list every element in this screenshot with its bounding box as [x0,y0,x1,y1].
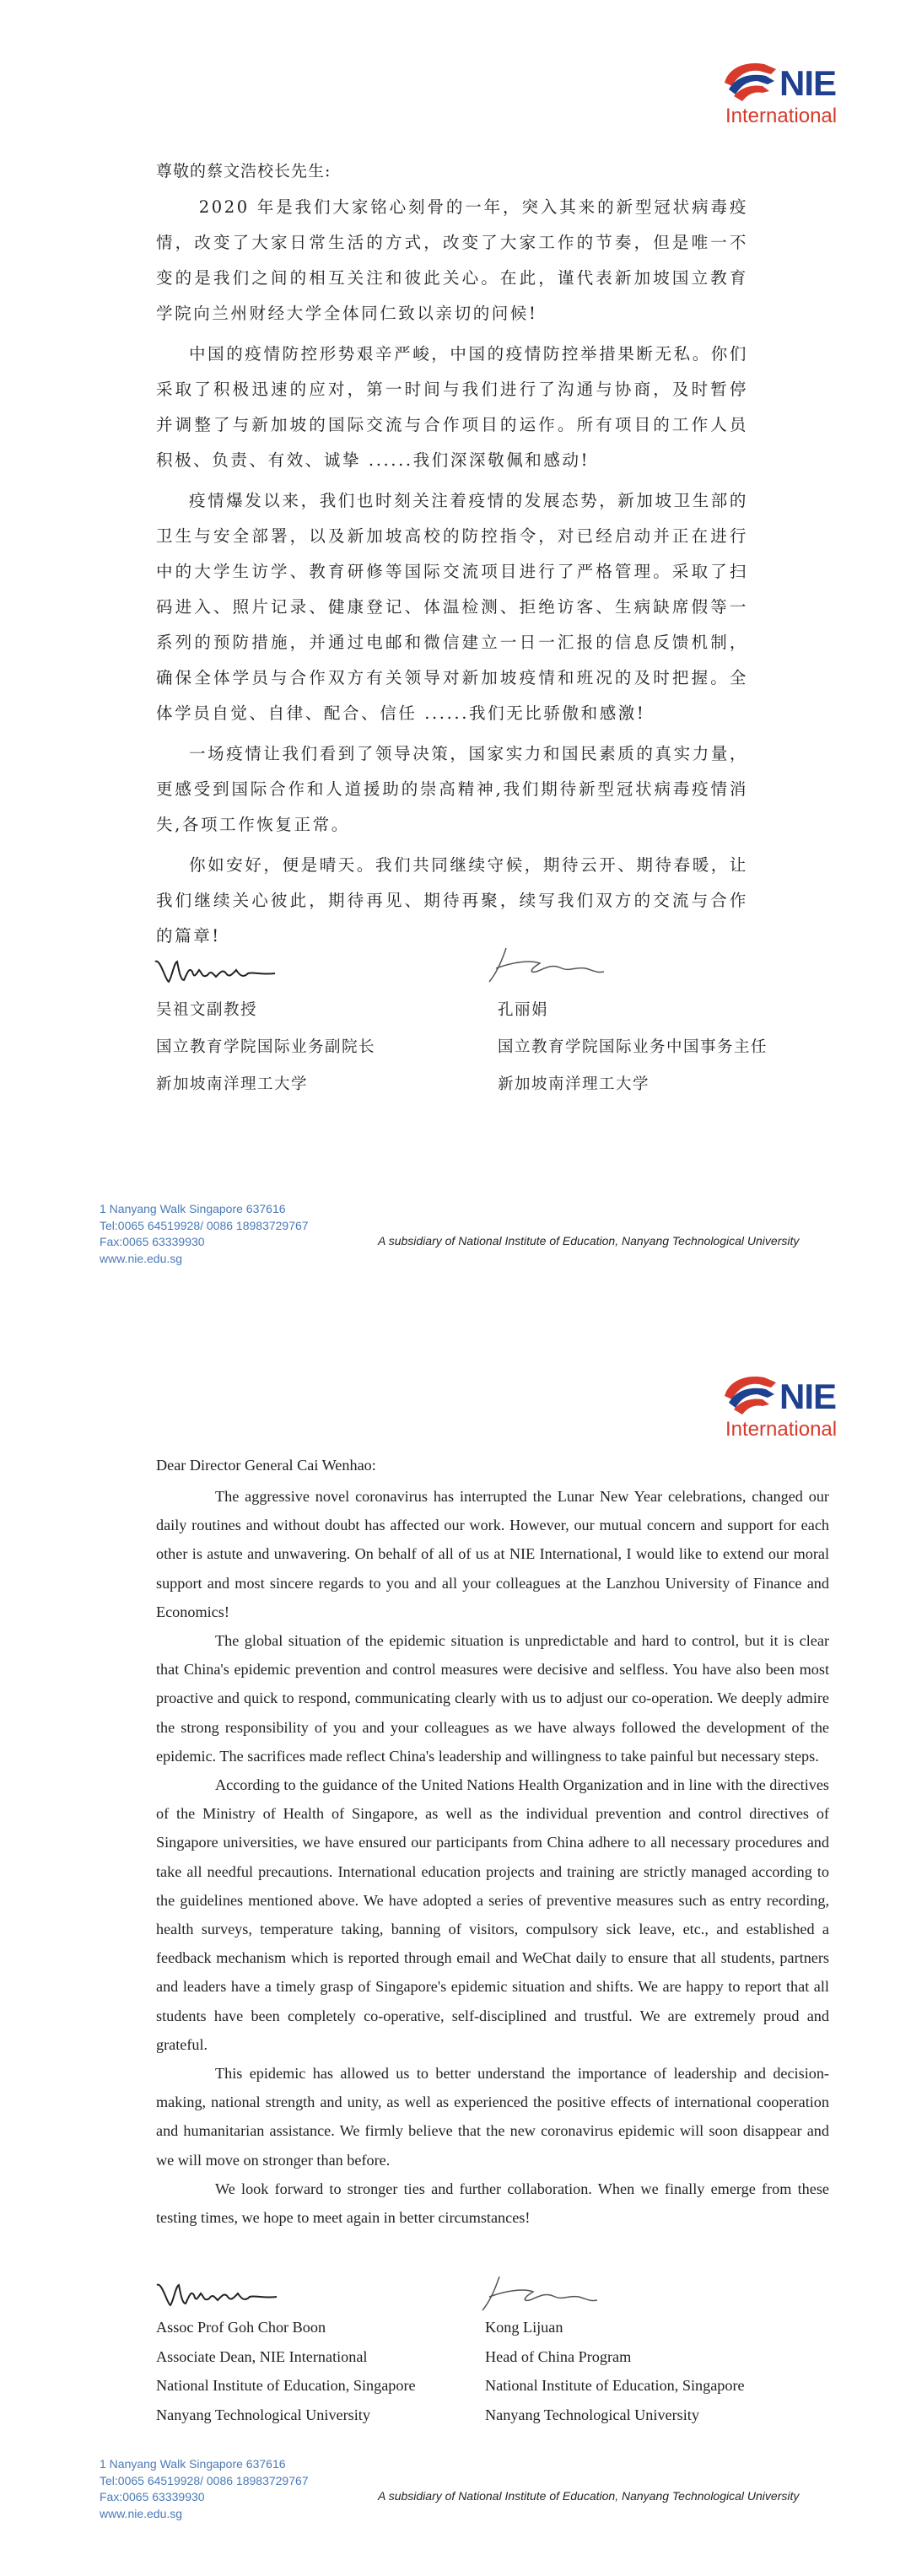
signature-right [474,2272,601,2315]
signatory-title: Head of China Program [485,2347,632,2365]
paragraph: The aggressive novel coronavirus has interrupted the Lunar New Year celebrations, changed our daily routines and without doubt has affected our work. However, our mutual concern and support for each other is astute and unwavering. On behalf of all of us at NIE International, I would like to extend our moral support and most sincere regards to you and all your colleagues at the Lanzhou University of Finance and Economics! [156,1488,829,1620]
logo-wordmark: NIE [779,63,837,103]
footer-fax: Fax:0065 63339930 [100,1235,205,1248]
logo-subtitle: International [725,105,838,127]
signatory-org: National Institute of Education, Singapore [156,2377,416,2394]
lion-head-icon [720,1371,779,1418]
logo-subtitle: International [725,1418,838,1441]
paragraph: According to the guidance of the United Nations Health Organization and in line with the directives of the Ministry of Health of Singapore, as well as the individual prevention and control directives of Singapore universities, we have ensured our participants from China adhere to all necessary procedures and take all needful precautions. International education projects and training are strictly managed according to the guidelines mentioned above. We have adopted a series of preventive measures such as entry recording, health surveys, temperature taking, banning of visitors, compulsory sick leave, etc., and established a feedback mechanism which is reported through email and WeChat daily to ensure that all students, partners and leaders have a timely grasp of Singapore's epidemic situation and shifts. We are happy to report that all students have been completely co-operative, self-disciplined and trustful. We are extremely proud and grateful. [156,1776,829,2053]
signatory-org: 新加坡南洋理工大学 [498,1075,650,1093]
signatory-org: 新加坡南洋理工大学 [156,1075,309,1093]
signatory-university: Nanyang Technological University [485,2406,699,2423]
lion-head-icon [720,57,779,105]
salutation: Dear Director General Cai Wenhao: [156,1457,376,1474]
signature-left [154,2278,280,2314]
footer-website-link[interactable]: www.nie.edu.sg [100,1251,183,1265]
paragraph: This epidemic has allowed us to better understand the importance of leadership and decision-making, national strength and unity, as well as experienced the positive effects of international cooperation and humanitarian assistance. We firmly believe that the new coronavirus epidemic will soon disappear and we will move on stronger than before. [156,2065,829,2169]
footer-address: 1 Nanyang Walk Singapore 637616 [100,2457,286,2471]
signatory-name: 吴祖文副教授 [156,1001,258,1019]
footer-website-link[interactable]: www.nie.edu.sg [100,2506,183,2520]
paragraph: The global situation of the epidemic situation is unpredictable and hard to control, but it is clear that China's epidemic prevention and control measures were decisive and selfless. You have also been most proactive and quick to respond, communicating clearly with us to adjust our co-operation. We deeply admire the strong responsibility of you and your colleagues as we have always followed the development of the epidemic. The sacrifices made reflect China's leadership and willingness to take painful but necessary steps. [156,1632,829,1765]
paragraph: 中国的疫情防控形势艰辛严峻，中国的疫情防控举措果断无私。你们采取了积极迅速的应对，第一时间与我们进行了沟通与协商，及时暂停并调整了与新加坡的国际交流与合作项目的运作。所有项目的工作人员积极、负责、有效、诚挚 ......我们深深敬佩和感动! [156,344,749,470]
paragraph: We look forward to stronger ties and further collaboration. When we finally emerge from these testing times, we hope to meet again in better circumstances! [156,2180,829,2227]
signatory-name: Kong Lijuan [485,2319,563,2336]
paragraph: 2020 年是我们大家铭心刻骨的一年，突入其来的新型冠状病毒疫情，改变了大家日常生活的方式，改变了大家工作的节奏，但是唯一不变的是我们之间的相互关注和彼此关心。在此，谨代表新加坡国立教育学院向兰州财经大学全体同仁致以亲切的问候! [156,197,748,323]
nie-international-logo [720,1367,838,1443]
signatory-university: Nanyang Technological University [156,2406,370,2423]
signature-left [152,955,278,990]
footer-tel: Tel:0065 64519928/ 0086 18983729767 [100,2473,309,2487]
signatory-right [485,2313,745,2429]
signatory-org: National Institute of Education, Singapore [485,2377,745,2394]
footer-address: 1 Nanyang Walk Singapore 637616 [100,1202,286,1215]
signatory-left [156,992,375,1103]
paragraph: 疫情爆发以来，我们也时刻关注着疫情的发展态势，新加坡卫生部的卫生与安全部署，以及新加坡高校的防控指令，对已经启动并正在进行中的大学生访学、教育研修等国际交流项目进行了严格管理。采取了扫码进入、照片记录、健康登记、体温检测、拒绝访客、生病缺席假等一系列的预防措施，并通过电邮和微信建立一日一汇报的信息反馈机制，确保全体学员与合作双方有关领导对新加坡疫情和班况的及时把握。全体学员自觉、自律、配合、信任 ......我们无比骄傲和感激! [156,491,749,723]
footer-address-block [100,2456,309,2522]
nie-international-logo [720,54,838,130]
footer-address-block [100,1201,309,1267]
signatory-title: 国立教育学院国际业务中国事务主任 [498,1038,768,1056]
signatory-title: Associate Dean, NIE International [156,2347,368,2365]
signatory-right [498,992,768,1103]
signatory-name: 孔丽娟 [498,1001,549,1019]
salutation: 尊敬的蔡文浩校长先生: [156,162,332,181]
signature-right [481,943,607,987]
footer-tel: Tel:0065 64519928/ 0086 18983729767 [100,1218,309,1232]
letter-body [156,190,748,954]
signatory-name: Assoc Prof Goh Chor Boon [156,2319,326,2336]
footer-tagline: A subsidiary of National Institute of Education, Nanyang Technological University [378,1234,800,1248]
paragraph: 一场疫情让我们看到了领导决策，国家实力和国民素质的真实力量，更感受到国际合作和人道援助的崇高精神,我们期待新型冠状病毒疫情消失,各项工作恢复正常。 [156,744,749,834]
footer-fax: Fax:0065 63339930 [100,2490,205,2503]
letter-body [156,1482,829,2232]
logo-wordmark: NIE [779,1377,837,1416]
signatory-left [156,2313,416,2429]
footer-tagline: A subsidiary of National Institute of Education, Nanyang Technological University [378,2489,800,2503]
letter-page-english [0,1288,911,2576]
signatory-title: 国立教育学院国际业务副院长 [156,1038,376,1056]
paragraph: 你如安好，便是晴天。我们共同继续守候，期待云开、期待春暖，让我们继续关心彼此，期待再见、期待再聚，续写我们双方的交流与合作的篇章! [156,855,749,946]
